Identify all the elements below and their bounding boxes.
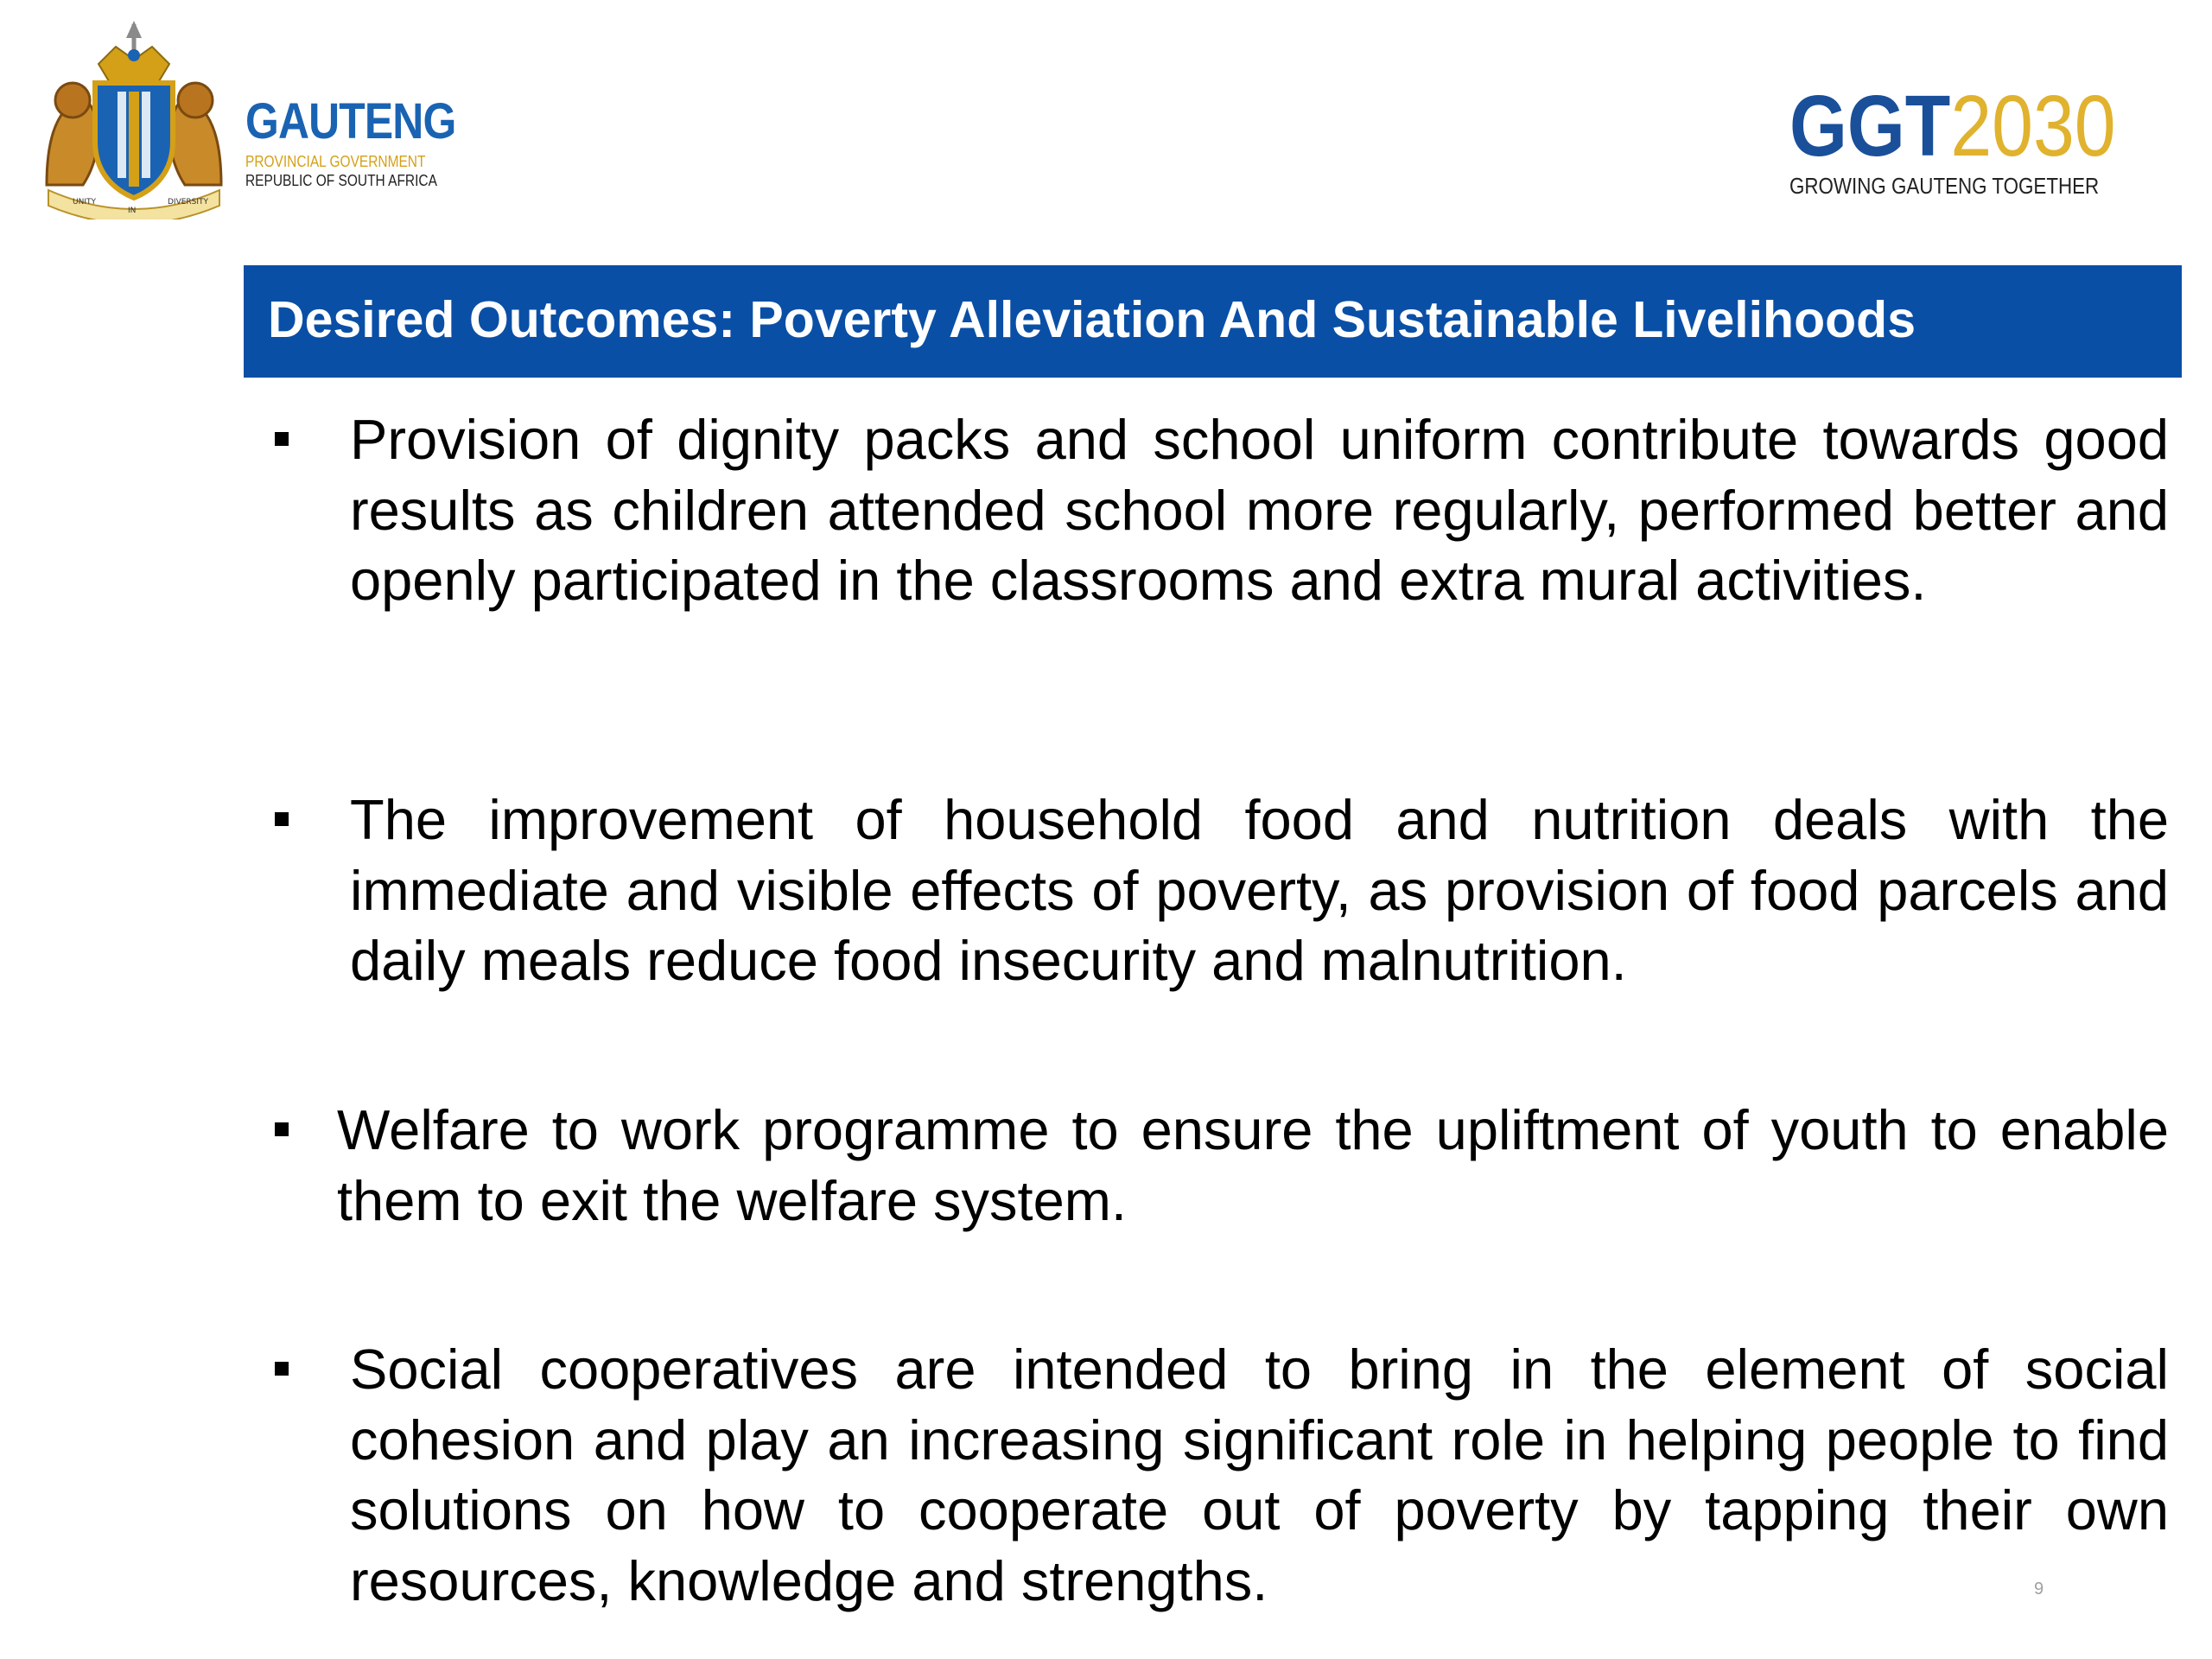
bullet-text: Welfare to work programme to ensure the upliftment of youth to enable them to exit the welfare system. (337, 1098, 2169, 1232)
gauteng-provincial-government: PROVINCIAL GOVERNMENT (245, 153, 426, 170)
bullet-text: The improvement of household food and nutrition deals with the immediate and visible effects of poverty, as provision of food parcels and daily meals reduce food insecurity and malnutrition. (350, 788, 2169, 992)
ggt-letters: GGT (1789, 78, 1951, 175)
crest-motto-1: UNITY (73, 198, 96, 207)
gauteng-name: GAUTENG (245, 93, 456, 149)
gauteng-republic: REPUBLIC OF SOUTH AFRICA (245, 172, 437, 189)
page-number: 9 (2034, 1580, 2044, 1599)
bullet-square-icon (275, 1362, 289, 1376)
bullet-square-icon (275, 432, 289, 446)
ggt-year: 2030 (1950, 78, 2116, 175)
bullet-text: Social cooperatives are intended to bring in the element of social cohesion and play an increasing significant role in helping people to find solutions on how to cooperate out of poverty by tapping their own resources, knowledge and strengths. (350, 1338, 2169, 1612)
ggt-tagline: GROWING GAUTENG TOGETHER (1789, 173, 2100, 199)
bullet-square-icon (275, 812, 289, 826)
page-title: Desired Outcomes: Poverty Alleviation And Sustainable Livelihoods (268, 291, 1916, 348)
bullet-square-icon (275, 1122, 289, 1136)
crest-motto-3: DIVERSITY (168, 198, 209, 207)
bullet-text: Provision of dignity packs and school uniform contribute towards good results as children attended school more regularly, performed better and openly participated in the classrooms and extra mural activities. (350, 408, 2169, 612)
crest-motto-2: IN (128, 207, 137, 215)
